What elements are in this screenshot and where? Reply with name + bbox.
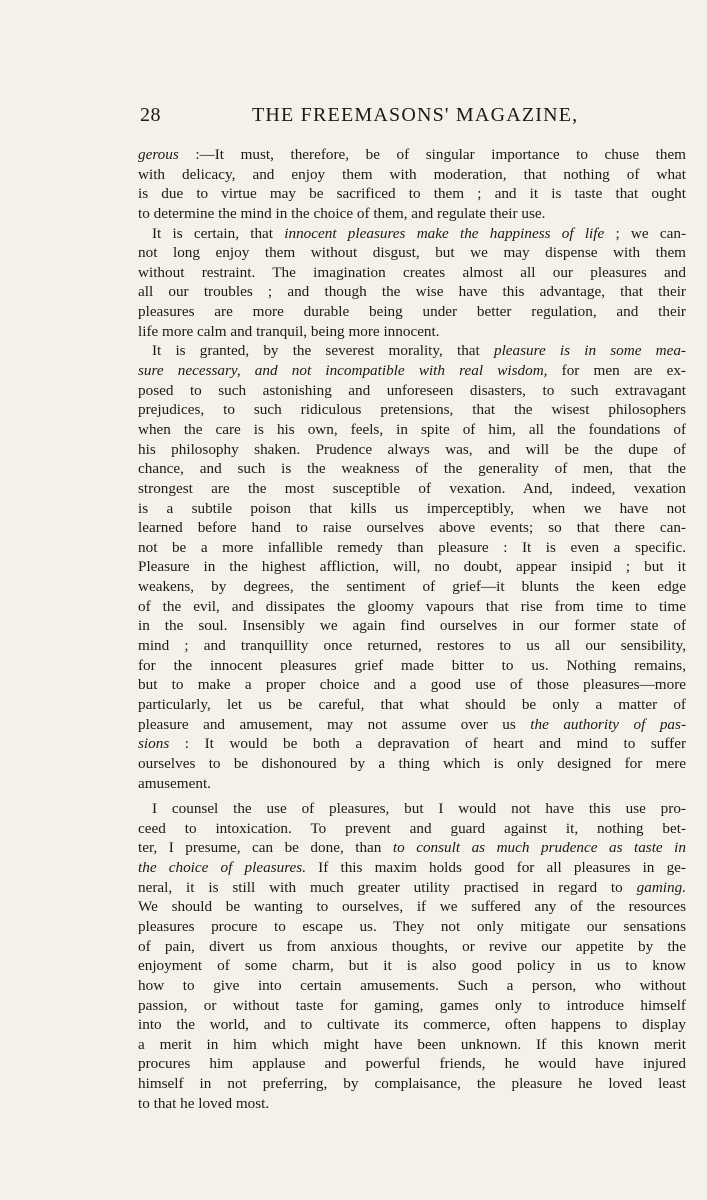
- text-line: Pleasure in the highest affliction, will, no doubt, appear insipid ; but it: [138, 558, 686, 576]
- text-line: without restraint. The imagination creates almost all our pleasures and: [138, 263, 686, 281]
- text-line: neral, it is still with much greater utility practised in regard to gaming.: [138, 878, 686, 896]
- text-line: when the care is his own, feels, in spite of him, all the foundations of: [138, 420, 686, 438]
- text-line: into the world, and to cultivate its commerce, often happens to display: [138, 1016, 686, 1034]
- text-line: is due to virtue may be sacrificed to them ; and it is taste that ought: [138, 185, 686, 203]
- text-line: to determine the mind in the choice of them, and regulate their use.: [138, 204, 546, 222]
- text-line: himself in not preferring, by complaisance, the pleasure he loved least: [138, 1075, 686, 1093]
- text-line: to that he loved most.: [138, 1094, 270, 1112]
- text-line: enjoyment of some charm, but it is also good policy in us to know: [138, 957, 686, 975]
- text-line: strongest are the most susceptible of vexation. And, indeed, vexation: [138, 479, 686, 497]
- text-line: gerous :—It must, therefore, be of singular importance to chuse them: [138, 146, 686, 163]
- text-line: in the soul. Insensibly we again find ourselves in our former state of: [138, 617, 686, 635]
- text-line: We should be wanting to ourselves, if we suffered any of the resources: [138, 898, 686, 916]
- text-line: sions : It would be both a depravation of heart and mind to suffer: [138, 735, 686, 753]
- text-line: the choice of pleasures. If this maxim holds good for all pleasures in ge-: [138, 859, 686, 877]
- text-line: prejudices, to such ridiculous pretensions, that the wisest philosophers: [138, 401, 686, 419]
- text-line: I counsel the use of pleasures, but I would not have this use pro-: [152, 800, 686, 818]
- text-line: with delicacy, and enjoy them with moderation, that nothing of what: [138, 165, 686, 183]
- text-line: posed to such astonishing and unforeseen disasters, to such extravagant: [138, 381, 686, 399]
- text-line: pleasure and amusement, may not assume over us the authority of pas-: [138, 715, 686, 733]
- text-line: life more calm and tranquil, being more innocent.: [138, 322, 440, 340]
- text-line: his philosophy shaken. Prudence always was, and will be the dupe of: [138, 440, 686, 458]
- text-line: ourselves to be dishonoured by a thing which is only designed for mere: [138, 754, 686, 772]
- paragraph: [138, 224, 686, 342]
- page-number: 28: [140, 104, 161, 126]
- text-line: It is certain, that innocent pleasures make the happiness of life ; we can-: [152, 224, 686, 242]
- text-line: a merit in him which might have been unknown. If this known merit: [138, 1035, 686, 1053]
- text-line: particularly, let us be careful, that what should be only a matter of: [138, 695, 686, 713]
- text-line: not long enjoy them without disgust, but we may dispense with them: [138, 244, 686, 262]
- text-line: sure necessary, and not incompatible with real wisdom, for men are ex-: [138, 362, 686, 380]
- paragraph: [138, 799, 686, 1113]
- running-title: THE FREEMASONS' MAGAZINE,: [252, 104, 579, 126]
- text-line: how to give into certain amusements. Such a person, who without: [138, 976, 686, 994]
- text-line: weakens, by degrees, the sentiment of grief—it blunts the keen edge: [138, 578, 686, 596]
- page-header: [140, 104, 685, 134]
- text-line: learned before hand to raise ourselves above events; so that there can-: [138, 519, 686, 537]
- text-line: chance, and such is the weakness of the generality of men, that the: [138, 460, 686, 478]
- text-line: ter, I presume, can be done, than to consult as much prudence as taste in: [138, 839, 686, 857]
- text-line: It is granted, by the severest morality, that pleasure is in some mea-: [152, 342, 686, 360]
- text-line: pleasures are more durable being under better regulation, and their: [138, 303, 686, 321]
- text-line: pleasures procure to escape us. They not only mitigate our sensations: [138, 917, 686, 935]
- text-line: of the evil, and dissipates the gloomy vapours that rise from time to time: [138, 597, 686, 615]
- text-line: ceed to intoxication. To prevent and guard against it, nothing bet-: [138, 819, 686, 837]
- paragraph: [138, 145, 686, 224]
- text-line: all our troubles ; and though the wise have this advantage, that their: [138, 283, 686, 301]
- text-line: is a subtile poison that kills us imperceptibly, when we have not: [138, 499, 686, 517]
- body-text: [138, 145, 686, 1113]
- text-line: for the innocent pleasures grief made bitter to us. Nothing remains,: [138, 656, 686, 674]
- text-line: but to make a proper choice and a good use of those pleasures—more: [138, 676, 686, 694]
- text-line: amusement.: [138, 774, 211, 792]
- text-line: of pain, divert us from anxious thoughts, or revive our appetite by the: [138, 937, 686, 955]
- text-line: not be a more infallible remedy than pleasure : It is even a specific.: [138, 538, 686, 556]
- text-line: mind ; and tranquillity once returned, restores to us all our sensibility,: [138, 637, 686, 655]
- paragraph: [138, 341, 686, 793]
- text-line: passion, or without taste for gaming, games only to introduce himself: [138, 996, 686, 1014]
- text-line: procures him applause and powerful friends, he would have injured: [138, 1055, 686, 1073]
